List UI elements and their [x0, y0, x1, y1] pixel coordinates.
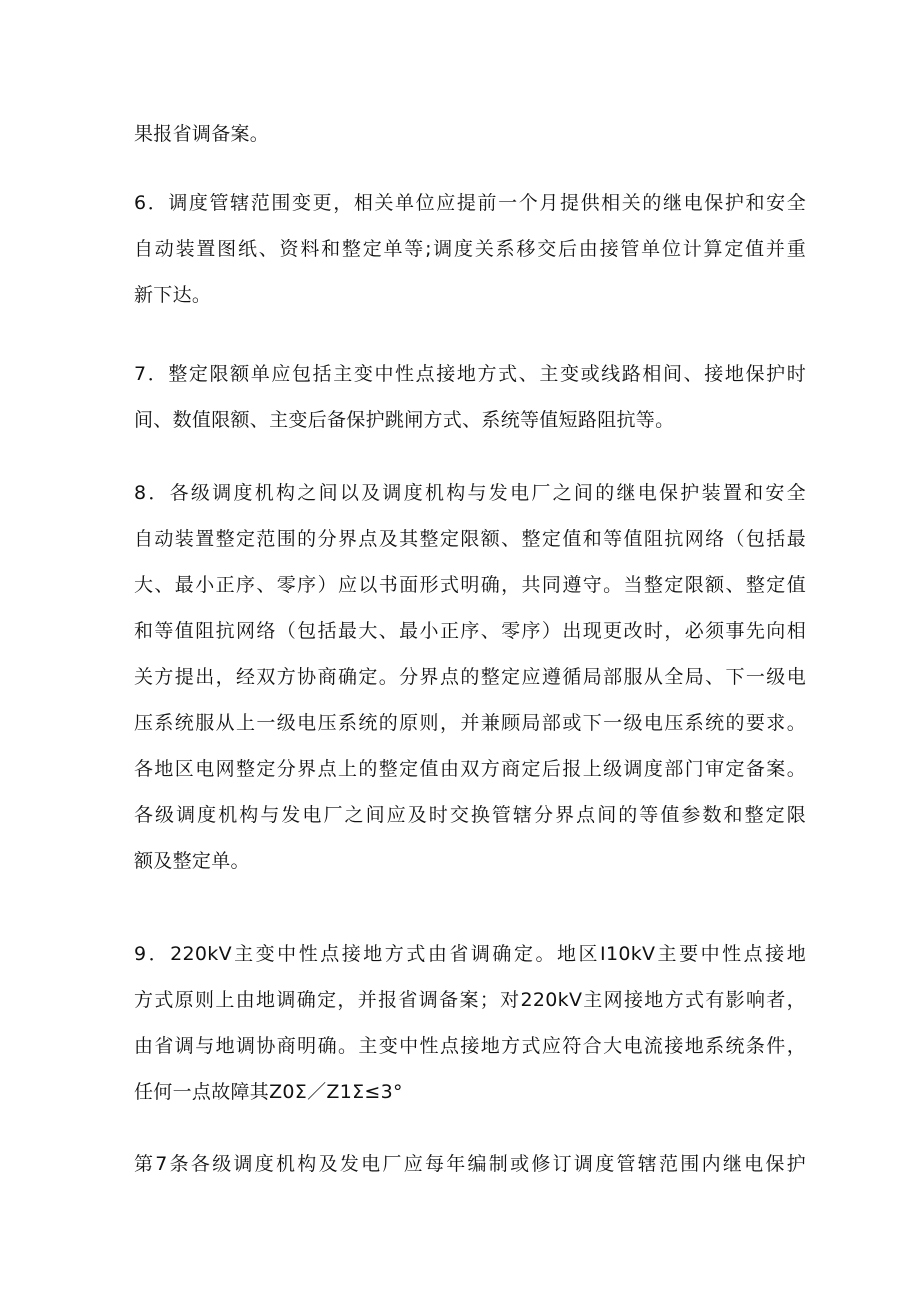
paragraph-item-8 [134, 470, 806, 884]
paragraph-item-7 [134, 351, 806, 443]
text-line: 自动装置图纸、资料和整定单等;调度关系移交后由接管单位计算定值并重 [134, 238, 806, 260]
text-line: 7．整定限额单应包括主变中性点接地方式、主变或线路相间、接地保护时 [134, 363, 806, 385]
text-line: 额及整定单。 [134, 850, 250, 872]
text-line: 8．各级调度机构之间以及调度机构与发电厂之间的继电保护装置和安全 [134, 482, 806, 504]
text-line: 压系统服从上一级电压系统的原则，并兼顾局部或下一级电压系统的要求。 [134, 712, 806, 734]
text-line: 间、数值限额、主变后备保护跳闸方式、系统等值短路阻抗等。 [134, 409, 675, 431]
text-line: 自动装置整定范围的分界点及其整定限额、整定值和等值阻抗网络（包括最 [134, 528, 806, 550]
text-line: 新下达。 [134, 284, 212, 306]
text-line: 各级调度机构与发电厂之间应及时交换管辖分界点间的等值参数和整定限 [134, 804, 806, 826]
paragraph-article-7 [134, 1141, 806, 1187]
text-line: 各地区电网整定分界点上的整定值由双方商定后报上级调度部门审定备案。 [134, 758, 806, 780]
paragraph-item-6 [134, 180, 806, 318]
text-line: 方式原则上由地调确定，并报省调备案；对220kV主网接地方式有影响者， [134, 989, 806, 1011]
text-line: 关方提出，经双方协商确定。分界点的整定应遵循局部服从全局、下一级电 [134, 666, 806, 688]
paragraph-item-9 [134, 931, 806, 1115]
text-line: 大、最小正序、零序）应以书面形式明确，共同遵守。当整定限额、整定值 [134, 574, 806, 596]
text-line: 果报省调备案。 [134, 123, 270, 145]
text-line: 9．220kV主变中性点接地方式由省调确定。地区I10kV主要中性点接地 [134, 943, 806, 965]
text-line: 任何一点故障其Z0Σ／Z1Σ≤3° [134, 1081, 403, 1103]
text-line: 6．调度管辖范围变更，相关单位应提前一个月提供相关的继电保护和安全 [134, 192, 806, 214]
paragraph-continuation [134, 111, 806, 157]
text-line: 和等值阻抗网络（包括最大、最小正序、零序）出现更改时，必须事先向相 [134, 620, 806, 642]
text-line: 由省调与地调协商明确。主变中性点接地方式应符合大电流接地系统条件， [134, 1035, 806, 1057]
text-line: 第7条各级调度机构及发电厂应每年编制或修订调度管辖范围内继电保护 [134, 1153, 806, 1175]
